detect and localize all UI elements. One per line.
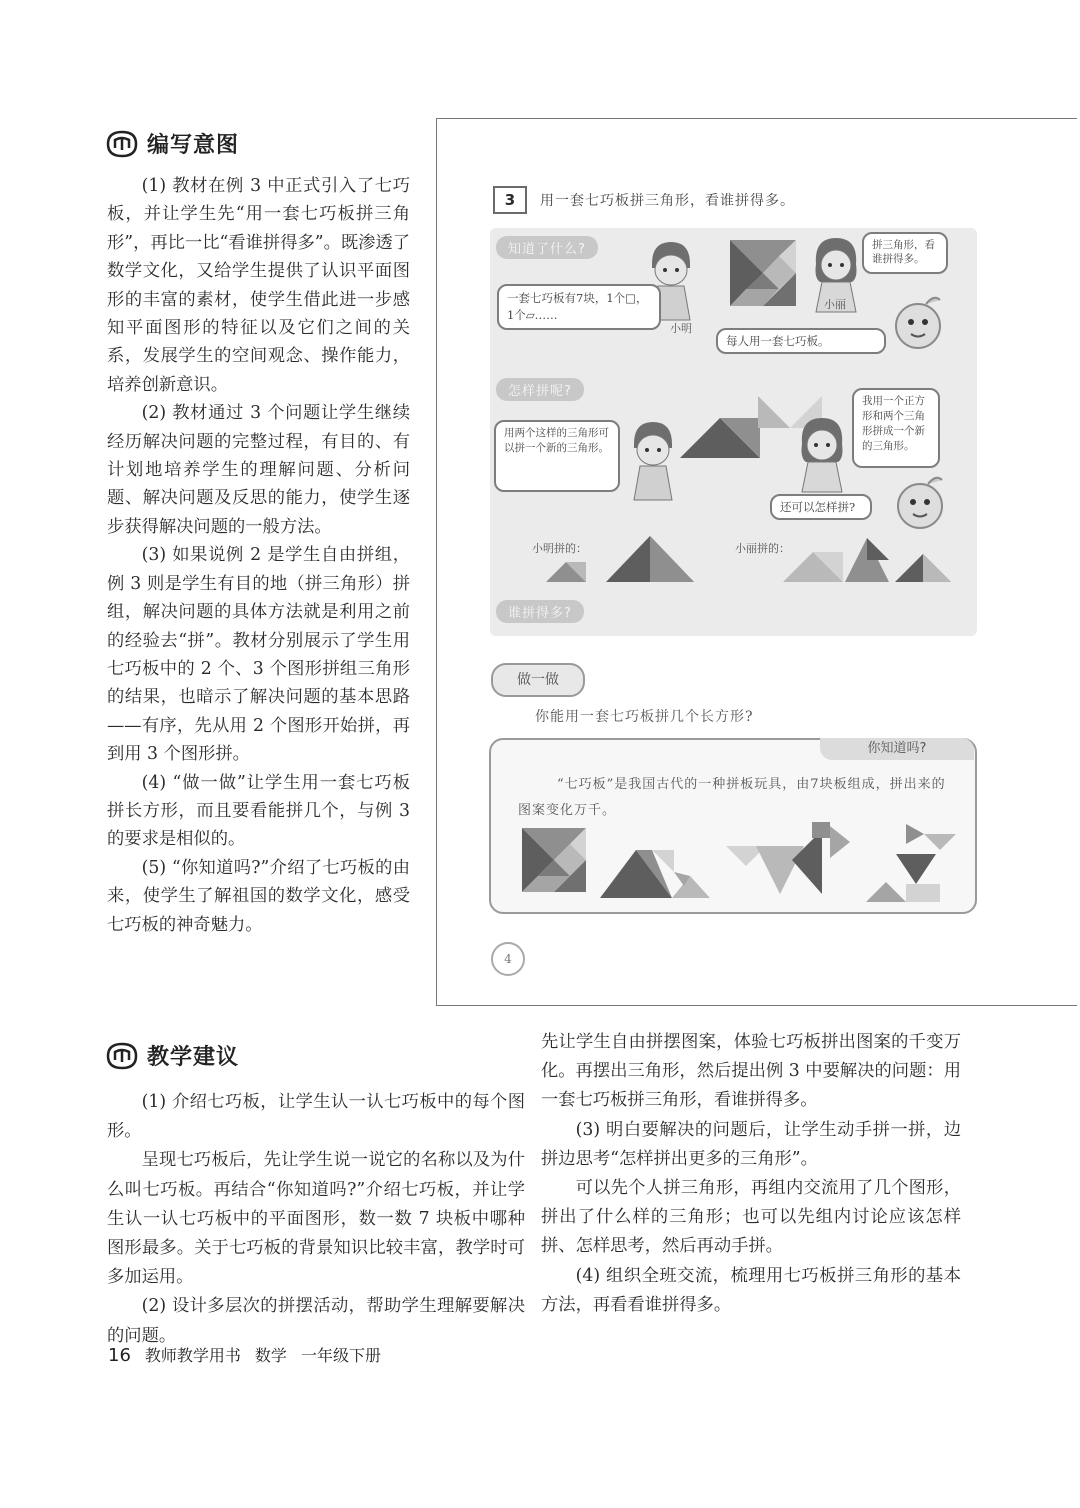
bubble-girl2: 我用一个正方形和两个三角形拼成一个新的三角形。 [852,388,940,468]
subject-name: 数学 [254,1346,287,1365]
intent-paragraph: (5) “你知道吗?”介绍了七巧板的由来，使学生了解祖国的数学文化，感受七巧板的神奇魅力。 [107,857,410,935]
example-title: 用一套七巧板拼三角形，看谁拼得多。 [540,193,795,209]
page-number: 16 [108,1345,131,1366]
boy-xiaoming-figure-2 [622,418,684,502]
example-number: 3 [493,186,527,214]
pen-badge-icon [105,1041,139,1071]
suggestion-paragraph: (1) 介绍七巧板，让学生认一认七巧板中的每个图形。 [107,1092,525,1142]
zuoyizuo-question: 你能用一套七巧板拼几个长方形? [535,709,754,725]
intent-heading [105,128,239,159]
label-ming-pin: 小明拼的： [532,542,587,555]
bubble-each: 每人用一套七巧板。 [716,328,886,354]
bubble-boy2: 用两个这样的三角形可以拼一个新的三角形。 [494,420,620,492]
intent-paragraph: (2) 教材通过 3 个问题让学生继续经历解决问题的完整过程，有目的、有计划地培养学生的理解问题、分析问题、解决问题及反思的能力，使学生逐步获得解决问题的一般方法。 [107,403,410,537]
did-you-know-tag: 你知道吗? [820,738,974,760]
pill-who: 谁拼得多? [496,600,584,623]
label-xiaoli: 小丽 [824,298,846,311]
xiaoli-triangles-icon [783,532,959,584]
did-you-know-text: “七巧板”是我国古代的一种拼板玩具，由7块板组成，拼出来的图案变化万千。 [518,777,946,818]
tangram-square-picture-icon [522,828,586,892]
suggestion-paragraph: 先让学生自由拼摆图案，体验七巧板拼出图案的千变万化。再摆出三角形，然后提出例 3 中要解决的问题：用一套七巧板拼三角形，看谁拼得多。 [541,1032,961,1111]
bubble-girl1: 拼三角形，看谁拼得多。 [862,232,948,274]
suggestion-paragraph: 可以先个人拼三角形，再组内交流用了几个图形，拼出了什么样的三角形；也可以先组内讨论应该怎样拼、怎样思考，然后再动手拼。 [541,1178,961,1257]
intent-body [107,172,410,939]
pen-badge-icon [105,129,139,159]
textbook-page-number: 4 [491,942,525,976]
page-footer [108,1343,395,1366]
tangram-cat-picture-icon [866,824,960,904]
pill-how: 怎样拼呢? [496,378,584,401]
suggestion-paragraph: (2) 设计多层次的拼摆活动，帮助学生理解要解决的问题。 [107,1296,525,1346]
xiaoming-triangles-icon [546,528,696,584]
intent-paragraph: (3) 如果说例 2 是学生自由拼组，例 3 则是学生有目的地（拼三角形）拼组，解决问题的具体方法就是利用之前的经验去“拼”。教材分别展示了学生用七巧板中的 2 个、3 个图形拼组三角形的结果，也暗示了解决问题的基本思路——有序，先从用 2 个图形开始拼，再到用 3 个图形拼。 [107,545,410,765]
label-li-pin: 小丽拼的： [735,542,790,555]
suggestions-title: 教学建议 [147,1045,240,1070]
mascot-figure [890,290,946,356]
suggestion-paragraph: (3) 明白要解决的问题后，让学生动手拼一拼，边拼边思考“怎样拼出更多的三角形”。 [541,1119,961,1169]
intent-paragraph: (1) 教材在例 3 中正式引入了七巧板，并让学生先“用一套七巧板拼三角形”，再比一比“看谁拼得多”。既渗透了数学文化，又给学生提供了认识平面图形的丰富的素材，使学生借此进一步感知平面图形的特征以及它们之间的关系，发展学生的空间观念、操作能力，培养创新意识。 [107,176,411,395]
tangram-fox-picture-icon [726,816,852,900]
intent-paragraph: (4) “做一做”让学生用一套七巧板拼长方形，而且要看能拼几个，与例 3 的要求是相似的。 [107,772,410,850]
suggestions-left-column [107,1088,525,1351]
label-xiaoming: 小明 [670,322,692,335]
bubble-ask: 还可以怎样拼? [770,494,872,520]
bubble-boy1: 一套七巧板有7块，1个□，1个▱…… [497,284,661,330]
intent-title: 编写意图 [147,133,240,158]
pill-know: 知道了什么? [496,236,598,259]
suggestion-paragraph: 呈现七巧板后，先让学生说一说它的名称以及为什么叫七巧板。再结合“你知道吗?”介绍七巧板，并让学生认一认七巧板中的平面图形，数一数 7 块板中哪种图形最多。关于七巧板的背景知识比较丰富，教学时可多加运用。 [107,1150,525,1288]
tangram-square-icon [730,240,796,306]
girl-xiaoli-figure-2 [794,414,850,494]
tangram-house-picture-icon [600,830,712,900]
mascot-figure-2 [892,470,948,536]
zuoyizuo-badge: 做一做 [491,663,585,697]
suggestion-paragraph: (4) 组织全班交流，梳理用七巧板拼三角形的基本方法，再看看谁拼得多。 [541,1265,961,1315]
grade-name: 一年级下册 [300,1346,381,1365]
suggestions-right-column [541,1028,961,1320]
book-name: 教师教学用书 [144,1346,241,1365]
suggestions-heading [105,1040,239,1071]
